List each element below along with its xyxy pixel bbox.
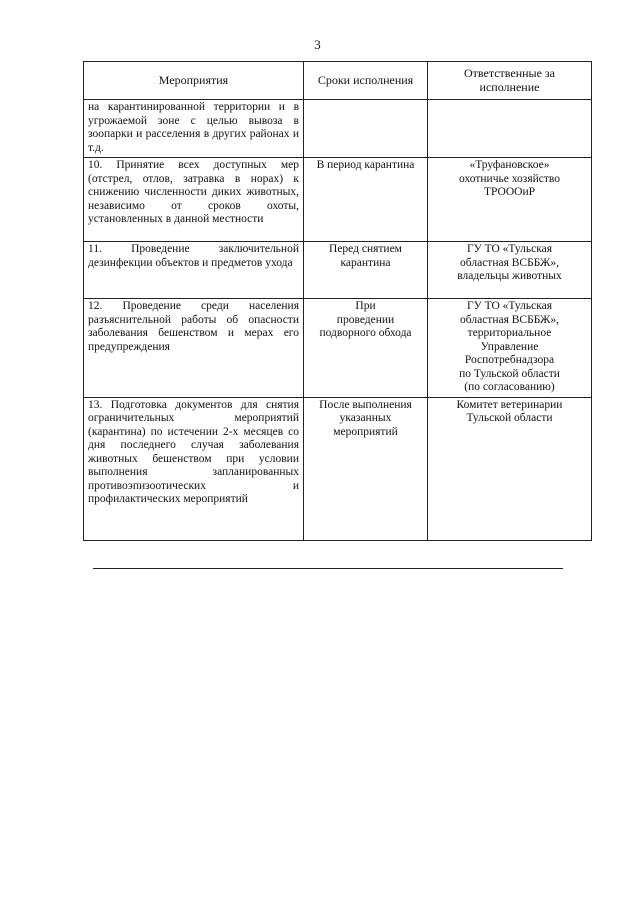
table-row xyxy=(84,242,592,299)
header-responsible-label: Ответственные за исполнение xyxy=(463,66,555,94)
header-measures xyxy=(84,62,304,100)
term-cell xyxy=(304,100,428,158)
responsible-cell: ГУ ТО «Тульская областная ВСББЖ», территориальное Управление Роспотребнадзора по Тульской области (по согласованию) xyxy=(428,299,592,398)
table-row xyxy=(84,299,592,398)
term-cell: После выполнения указанных мероприятий xyxy=(304,397,428,540)
table-row xyxy=(84,100,592,158)
measure-cell: 12. Проведение среди населения разъяснительной работы об опасности заболевания бешенством и мерах его предупреждения xyxy=(84,299,304,398)
measures-table xyxy=(83,61,592,541)
header-responsible xyxy=(428,62,592,100)
term-cell: При проведении подворного обхода xyxy=(304,299,428,398)
bottom-divider xyxy=(93,568,563,569)
header-measures-label: Мероприятия xyxy=(158,73,229,87)
table-row xyxy=(84,397,592,540)
measure-cell: 10. Принятие всех доступных мер (отстрел, отлов, затравка в норах) к снижению численности диких животных, независимо от сроков охоты, установленных в данной местности xyxy=(84,158,304,242)
term-cell: Перед снятием карантина xyxy=(304,242,428,299)
responsible-cell: «Труфановское» охотничье хозяйство ТРОООиР xyxy=(428,158,592,242)
term-cell: В период карантина xyxy=(304,158,428,242)
measure-cell: 11. Проведение заключительной дезинфекции объектов и предметов ухода xyxy=(84,242,304,299)
table-header-row xyxy=(84,62,592,100)
responsible-cell xyxy=(428,100,592,158)
header-terms-label: Сроки исполнения xyxy=(317,73,414,87)
page-number: 3 xyxy=(314,37,321,52)
responsible-cell: Комитет ветеринарии Тульской области xyxy=(428,397,592,540)
table-row xyxy=(84,158,592,242)
measure-cell: на карантинированной территории и в угрожаемой зоне с целью вывоза в зоопарки и расселения в других районах и т.д. xyxy=(84,100,304,158)
responsible-cell: ГУ ТО «Тульская областная ВСББЖ», владельцы животных xyxy=(428,242,592,299)
measure-cell: 13. Подготовка документов для снятия ограничительных мероприятий (карантина) по истечении 2-х месяцев со дня последнего случая заболевания животных бешенством при условии выполнения запланированных противоэпизоотических и профилактических мероприятий xyxy=(84,397,304,540)
header-terms xyxy=(304,62,428,100)
